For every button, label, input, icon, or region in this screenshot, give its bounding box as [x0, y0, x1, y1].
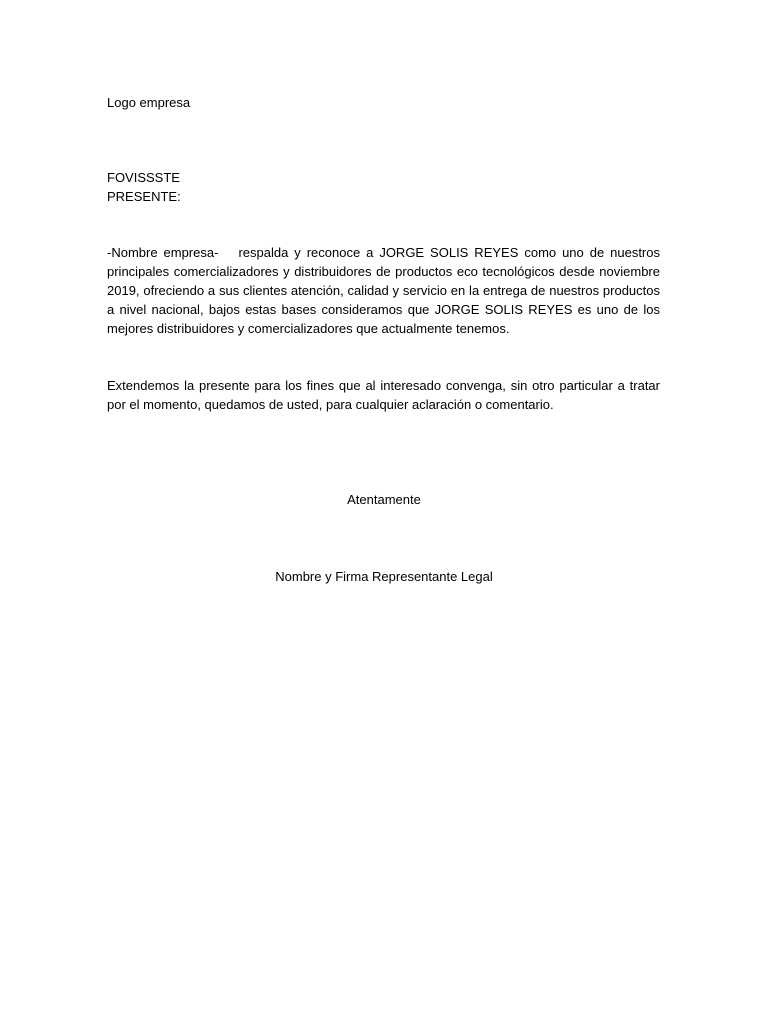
recipient-name: FOVISSSTE [107, 170, 180, 185]
closing-salutation: Atentamente [347, 492, 421, 507]
company-name-placeholder: -Nombre empresa- [107, 245, 219, 260]
logo-placeholder: Logo empresa [107, 95, 191, 110]
recipient-salutation: PRESENTE: [107, 189, 181, 204]
signature-line: Nombre y Firma Representante Legal [275, 569, 493, 584]
body-paragraph-1 [107, 243, 660, 338]
recipient-block [107, 168, 660, 206]
body-paragraph-2: Extendemos la presente para los fines que al interesado convenga, sin otro particular a tratar por el momento, quedamos de usted, para cualquier aclaración o comentario. [107, 378, 660, 412]
paragraph-1-text: respalda y reconoce a JORGE SOLIS REYES como uno de nuestros principales comercializadores y distribuidores de productos eco tecnológicos desde noviembre 2019, ofreciendo a sus clientes atención, calidad y servicio en la entrega de nuestros productos a nivel nacional, bajos estas bases consideramos que JORGE SOLIS REYES es uno de los mejores distribuidores y comercializadores que actualmente tenemos. [107, 245, 660, 336]
